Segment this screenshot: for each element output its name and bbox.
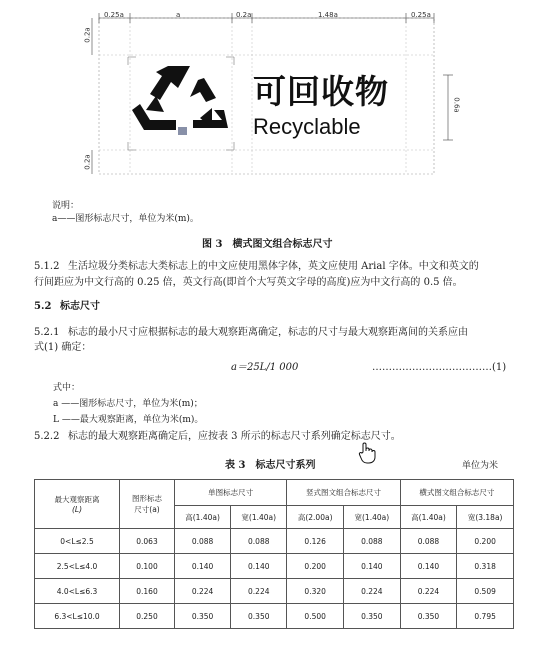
paragraph-line: 式(1) 确定：: [34, 342, 92, 353]
paragraph-line: 行间距应为中文行高的 0.25 倍，英文行高(即首个大写英文字母的高度)应为中文行高的 0.5 倍。: [34, 277, 463, 288]
table-cell: 0.224: [231, 579, 287, 604]
table-cell: 0.795: [457, 604, 514, 629]
table-cell: 0.500: [287, 604, 344, 629]
dim-top-2: a: [176, 11, 181, 19]
table-cell: 0.088: [400, 529, 457, 554]
table-cell: 0.509: [457, 579, 514, 604]
size-table: [34, 479, 514, 629]
definition-L: L ——最大观察距离，单位为米(m)。: [53, 415, 204, 425]
table-unit: 单位为米: [462, 461, 499, 471]
where-label: 式中：: [53, 383, 81, 393]
table-cell: 6.3<L≤10.0: [35, 604, 120, 629]
table-cell: 0.350: [344, 604, 401, 629]
table-cell: 0.318: [457, 554, 514, 579]
figure-caption: 图 3 横式图文组合标志尺寸: [202, 239, 333, 250]
table-cell: 0.160: [120, 579, 175, 604]
subheader: 高(1.40a): [175, 506, 231, 529]
chinese-label: 可回收物: [253, 72, 389, 111]
hand-cursor-icon: [358, 441, 376, 465]
dim-top-1: 0.25a: [104, 11, 124, 19]
section-number: 5.2.1: [34, 327, 60, 338]
dim-left-top: 0.2a: [83, 27, 92, 43]
subheader: 高(1.40a): [400, 506, 457, 529]
table-cell: 0<L≤2.5: [35, 529, 120, 554]
table-cell: 0.088: [231, 529, 287, 554]
recycle-icon: [132, 66, 228, 130]
table-cell: 0.200: [457, 529, 514, 554]
table-cell: 0.140: [231, 554, 287, 579]
table-cell: 0.350: [231, 604, 287, 629]
subheader: 宽(3.18a): [457, 506, 514, 529]
equation-number: ………………………………(1): [372, 362, 507, 373]
paragraph-line: 标志的最大观察距离确定后，应按表 3 所示的标志尺寸系列确定标志尺寸。: [68, 431, 401, 442]
table-cell: 0.063: [120, 529, 175, 554]
table-cell: 2.5<L≤4.0: [35, 554, 120, 579]
paragraph-line: 标志的最小尺寸应根据标志的最大观察距离确定，标志的尺寸与最大观察距离间的关系应由: [68, 327, 468, 338]
table-cell: 0.126: [287, 529, 344, 554]
header-horizontal-combo: 横式图文组合标志尺寸: [400, 480, 513, 506]
table-cell: 0.140: [175, 554, 231, 579]
dim-top-5: 0.25a: [411, 11, 431, 19]
dim-right: 0.6a: [452, 97, 461, 113]
table-cell: 0.224: [175, 579, 231, 604]
subheader: 宽(1.40a): [344, 506, 401, 529]
definition-a: a ——图形标志尺寸，单位为米(m)；: [53, 399, 203, 409]
note-line: a——图形标志尺寸，单位为米(m)。: [52, 214, 199, 224]
table-cell: 0.224: [400, 579, 457, 604]
paragraph-line: 生活垃圾分类标志大类标志上的中文应使用黑体字体，英文应使用 Arial 字体。中文和英文的: [68, 261, 479, 272]
table-cell: 0.350: [175, 604, 231, 629]
table-cell: 0.140: [344, 554, 401, 579]
dim-left-bottom: 0.2a: [83, 154, 92, 170]
subheader: 宽(1.40a): [231, 506, 287, 529]
table-row: [35, 579, 514, 604]
table-row: [35, 604, 514, 629]
dim-top-3: 0.2a: [236, 11, 252, 19]
formula: a＝25L/1 000: [231, 362, 299, 373]
table-cell: 0.350: [400, 604, 457, 629]
section-number: 5.1.2: [34, 261, 60, 272]
note-title: 说明：: [52, 201, 80, 211]
table-cell: 0.140: [400, 554, 457, 579]
table-row: [35, 529, 514, 554]
table-cell: 0.320: [287, 579, 344, 604]
subheader: 高(2.00a): [287, 506, 344, 529]
english-label: Recyclable: [253, 114, 361, 139]
table-cell: 4.0<L≤6.3: [35, 579, 120, 604]
section-number: 5.2: [34, 301, 52, 312]
table-cell: 0.088: [344, 529, 401, 554]
header-max-distance: 最大观察距离 (L): [35, 480, 120, 529]
table-row: [35, 554, 514, 579]
header-icon-size: 图形标志 尺寸(a): [120, 480, 175, 529]
table-cell: 0.100: [120, 554, 175, 579]
section-title: 标志尺寸: [60, 301, 100, 312]
dim-top-4: 1.48a: [318, 11, 338, 19]
table-cell: 0.224: [344, 579, 401, 604]
table-title: 表 3 标志尺寸系列: [225, 460, 316, 471]
header-single-icon: 单图标志尺寸: [175, 480, 287, 506]
table-cell: 0.250: [120, 604, 175, 629]
table-cell: 0.200: [287, 554, 344, 579]
header-vertical-combo: 竖式图文组合标志尺寸: [287, 480, 400, 506]
section-number: 5.2.2: [34, 431, 60, 442]
table-cell: 0.088: [175, 529, 231, 554]
